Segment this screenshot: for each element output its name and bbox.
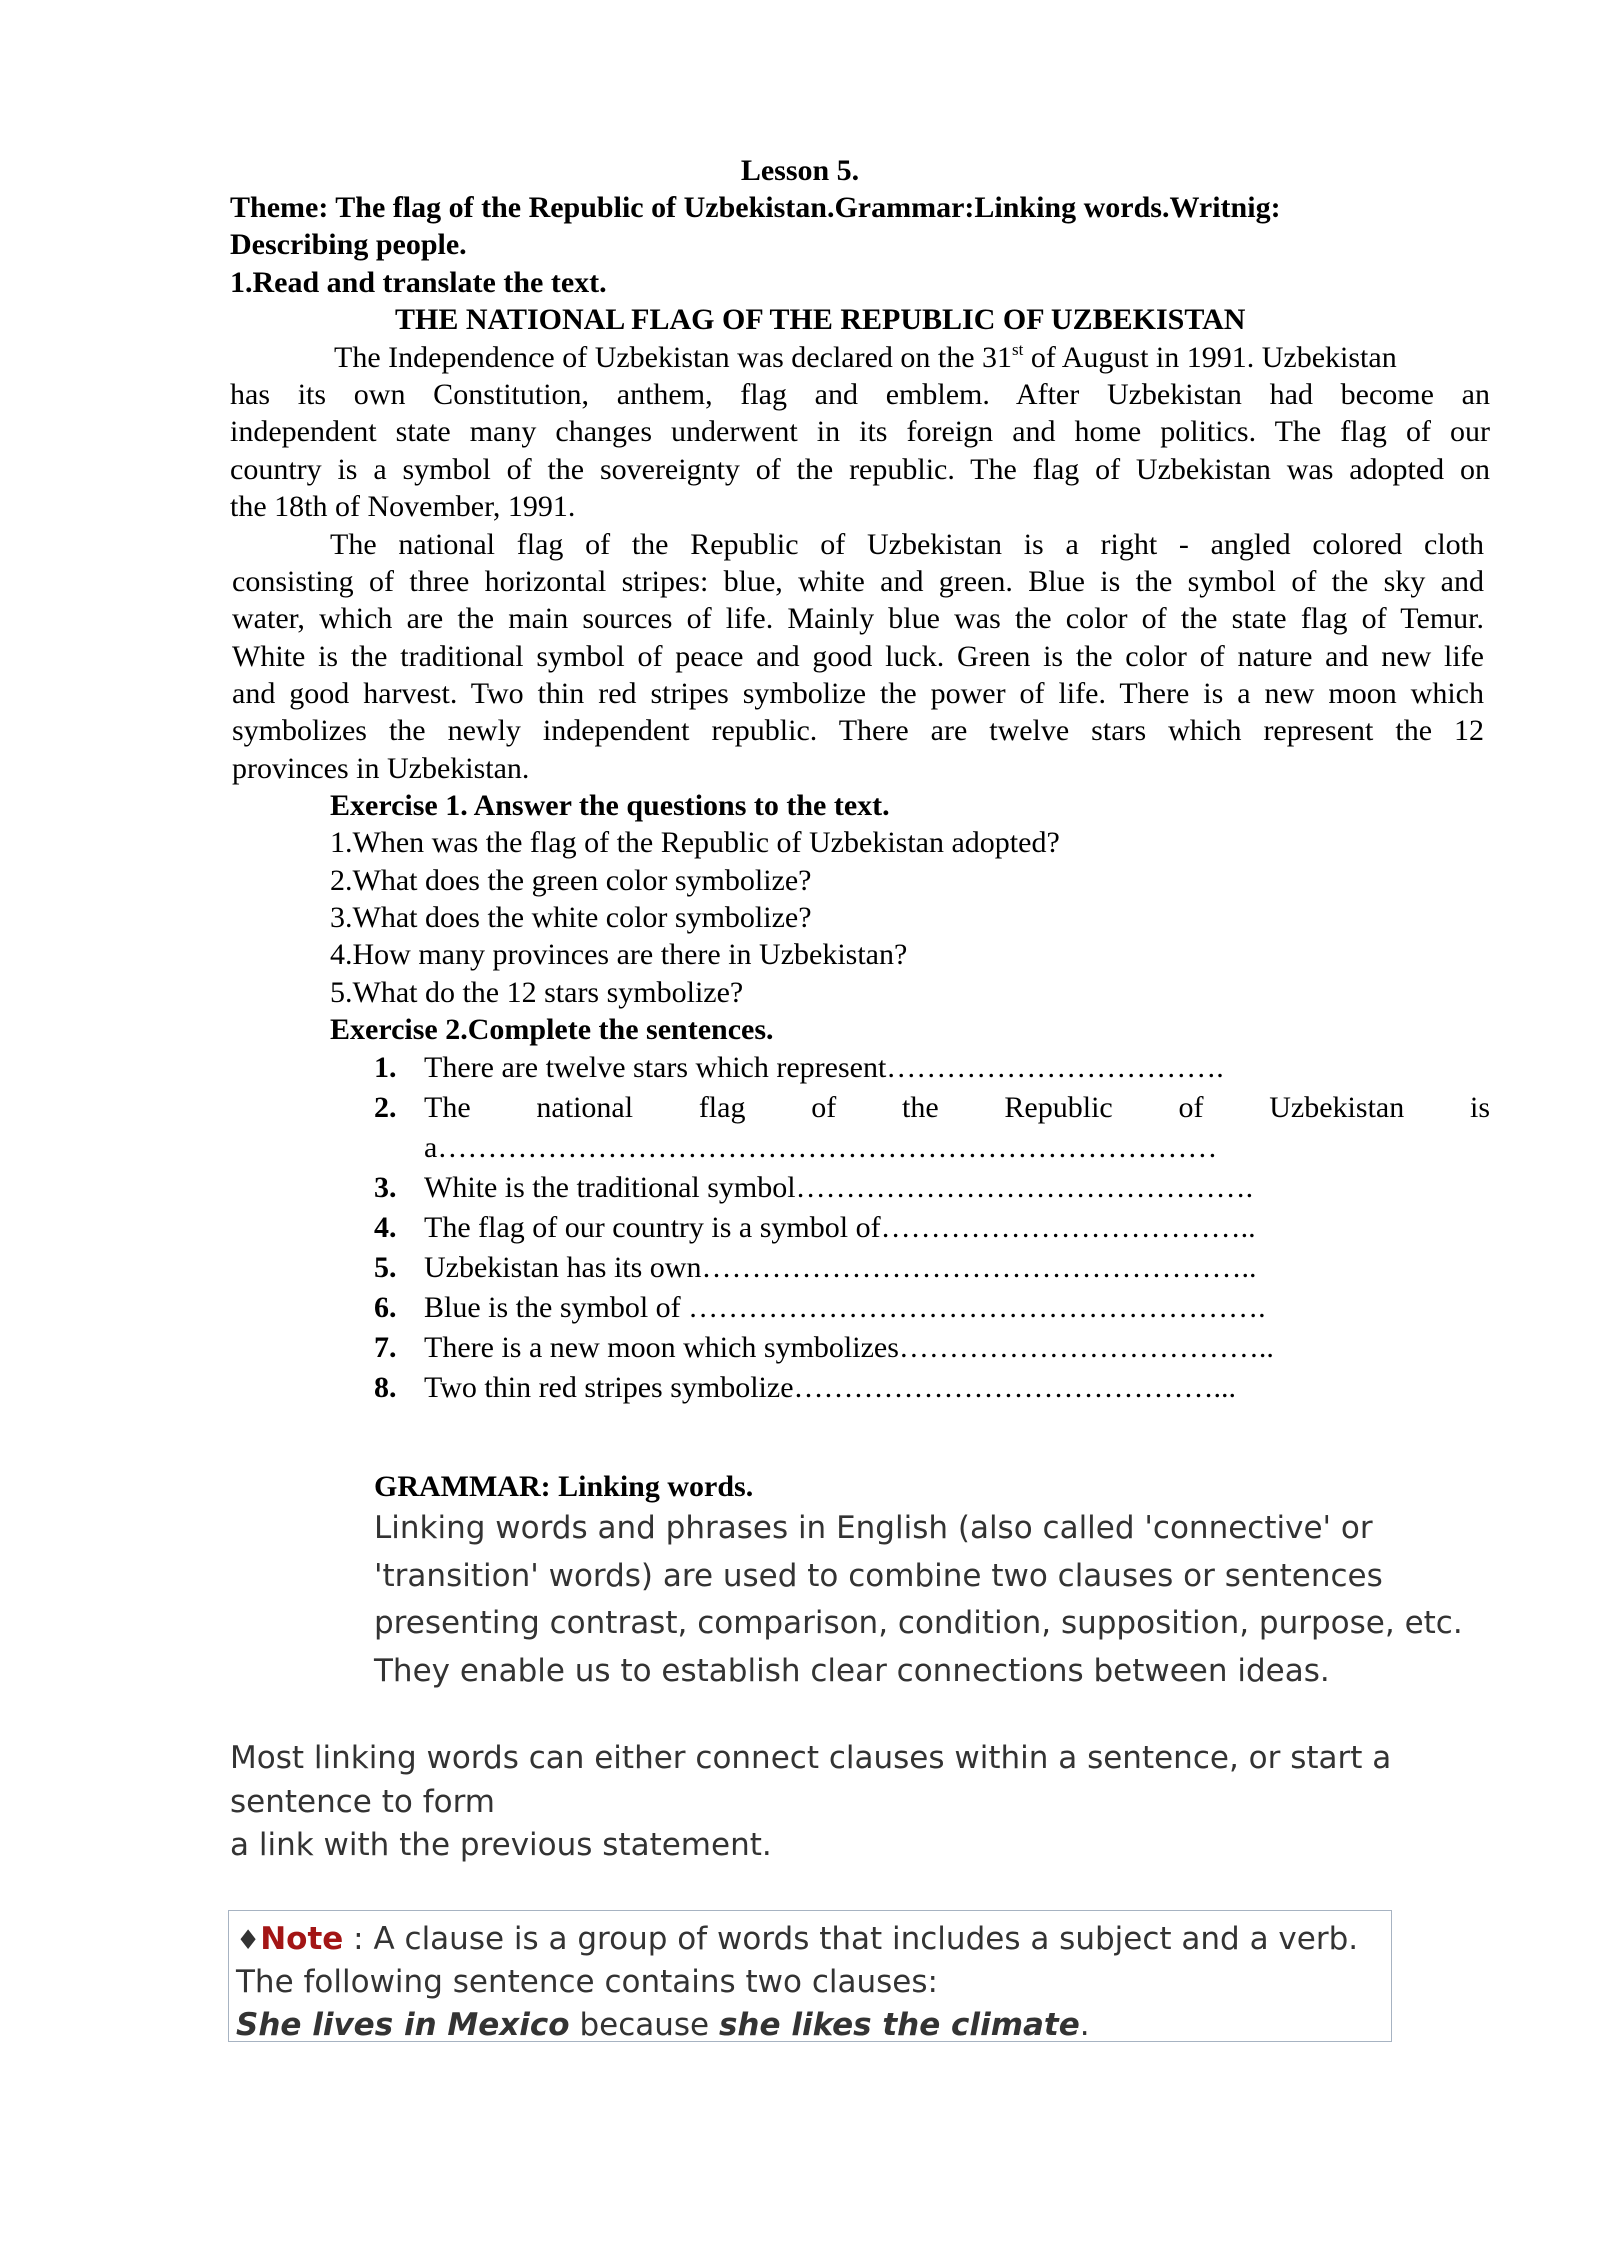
- diamond-icon: ♦: [236, 1925, 261, 1956]
- para2-line-3: water, which are the main sources of life. Mainly blue was the color of the state flag of Temur.: [232, 602, 1484, 635]
- exercise2-item-text: The flag of our country is a symbol of………………………………..: [424, 1211, 1256, 1244]
- exercise1-question: 4.How many provinces are there in Uzbekistan?: [330, 938, 908, 971]
- para1-line-4: country is a symbol of the sovereignty of the republic. The flag of Uzbekistan was adopted on: [230, 453, 1490, 486]
- para2-line-5: and good harvest. Two thin red stripes symbolize the power of life. There is a new moon which: [232, 677, 1484, 710]
- lesson-number: Lesson 5.: [740, 154, 860, 187]
- exercise1-question: 1.When was the flag of the Republic of Uzbekistan adopted?: [330, 826, 1060, 859]
- exercise2-item-number: 6.: [374, 1291, 397, 1324]
- note-label: Note: [260, 1921, 344, 1957]
- exercise1-question: 3.What does the white color symbolize?: [330, 901, 812, 934]
- grammar-line: Linking words and phrases in English (also called 'connective' or: [374, 1510, 1373, 1546]
- note-line-1: [236, 1919, 1358, 1961]
- para2-line-1: The national flag of the Republic of Uzbekistan is a right - angled colored cloth: [330, 528, 1484, 561]
- note-example: [236, 2005, 1090, 2045]
- exercise2-item-number: 4.: [374, 1211, 397, 1244]
- note-line-2: The following sentence contains two clauses:: [236, 1964, 938, 2000]
- para1-line-1b: of August in 1991. Uzbekistan: [1023, 341, 1397, 374]
- example-conjunction: because: [569, 2007, 719, 2043]
- exercise1-question: 2.What does the green color symbolize?: [330, 864, 812, 897]
- exercise2-item-number: 8.: [374, 1371, 397, 1404]
- exercise2-item-number: 3.: [374, 1171, 397, 1204]
- grammar-line: 'transition' words) are used to combine two clauses or sentences: [374, 1558, 1383, 1594]
- exercise1-title: Exercise 1. Answer the questions to the text.: [330, 789, 890, 822]
- exercise2-item-text: Two thin red stripes symbolize……………………………………...: [424, 1371, 1237, 1404]
- theme-line-2: Describing people.: [230, 228, 467, 261]
- para1-line-1: [334, 339, 1494, 376]
- exercise2-item-number: 2.: [374, 1091, 397, 1124]
- text-title: THE NATIONAL FLAG OF THE REPUBLIC OF UZBEKISTAN: [395, 303, 1246, 336]
- exercise2-item-text: Uzbekistan has its own………………………………………………..: [424, 1251, 1257, 1284]
- exercise2-title: Exercise 2.Complete the sentences.: [330, 1013, 774, 1046]
- theme-line-1: Theme: The flag of the Republic of Uzbekistan.Grammar:Linking words.Writnig:: [230, 191, 1281, 224]
- grammar-heading: GRAMMAR: Linking words.: [374, 1470, 754, 1503]
- para1-line-3: independent state many changes underwent in its foreign and home politics. The flag of our: [230, 415, 1490, 448]
- task-read-translate: 1.Read and translate the text.: [230, 266, 607, 299]
- exercise2-item-text: Blue is the symbol of ………………………………………………….: [424, 1291, 1266, 1324]
- exercise2-item-continuation: a……………………………………………………………………: [424, 1131, 1218, 1164]
- exercise2-item-text: White is the traditional symbol……………………………………….: [424, 1171, 1254, 1204]
- exercise2-item-text: There is a new moon which symbolizes………………………………..: [424, 1331, 1274, 1364]
- linking-line: sentence to form: [230, 1784, 495, 1820]
- exercise2-item-number: 7.: [374, 1331, 397, 1364]
- example-period: .: [1079, 2007, 1090, 2043]
- exercise2-item-number: 5.: [374, 1251, 397, 1284]
- para2-line-6: symbolizes the newly independent republic. There are twelve stars which represent the 12: [232, 714, 1484, 747]
- linking-line: a link with the previous statement.: [230, 1827, 772, 1863]
- exercise2-item-text: The national flag of the Republic of Uzbekistan is: [424, 1091, 1490, 1124]
- grammar-line: presenting contrast, comparison, condition, supposition, purpose, etc.: [374, 1605, 1463, 1641]
- ordinal-suffix: st: [1012, 340, 1024, 359]
- example-clause-2: she likes the climate: [718, 2007, 1080, 2043]
- para1-line-1a: The Independence of Uzbekistan was declared on the 31: [334, 341, 1013, 374]
- linking-line: Most linking words can either connect clauses within a sentence, or start a: [230, 1740, 1392, 1776]
- para1-line-2: has its own Constitution, anthem, flag and emblem. After Uzbekistan had become an: [230, 378, 1490, 411]
- para2-line-7: provinces in Uzbekistan.: [232, 752, 530, 785]
- exercise2-item-number: 1.: [374, 1051, 397, 1084]
- example-clause-1: She lives in Mexico: [236, 2007, 570, 2043]
- exercise2-item-text: There are twelve stars which represent…………………………….: [424, 1051, 1224, 1084]
- para1-line-5: the 18th of November, 1991.: [230, 490, 576, 523]
- exercise1-question: 5.What do the 12 stars symbolize?: [330, 976, 744, 1009]
- note-box: [228, 1910, 1392, 2042]
- para2-line-2: consisting of three horizontal stripes: blue, white and green. Blue is the symbol of the sky and: [232, 565, 1484, 598]
- note-text: : A clause is a group of words that includes a subject and a verb.: [343, 1921, 1359, 1957]
- grammar-line: They enable us to establish clear connections between ideas.: [374, 1653, 1330, 1689]
- para2-line-4: White is the traditional symbol of peace and good luck. Green is the color of nature and new life: [232, 640, 1484, 673]
